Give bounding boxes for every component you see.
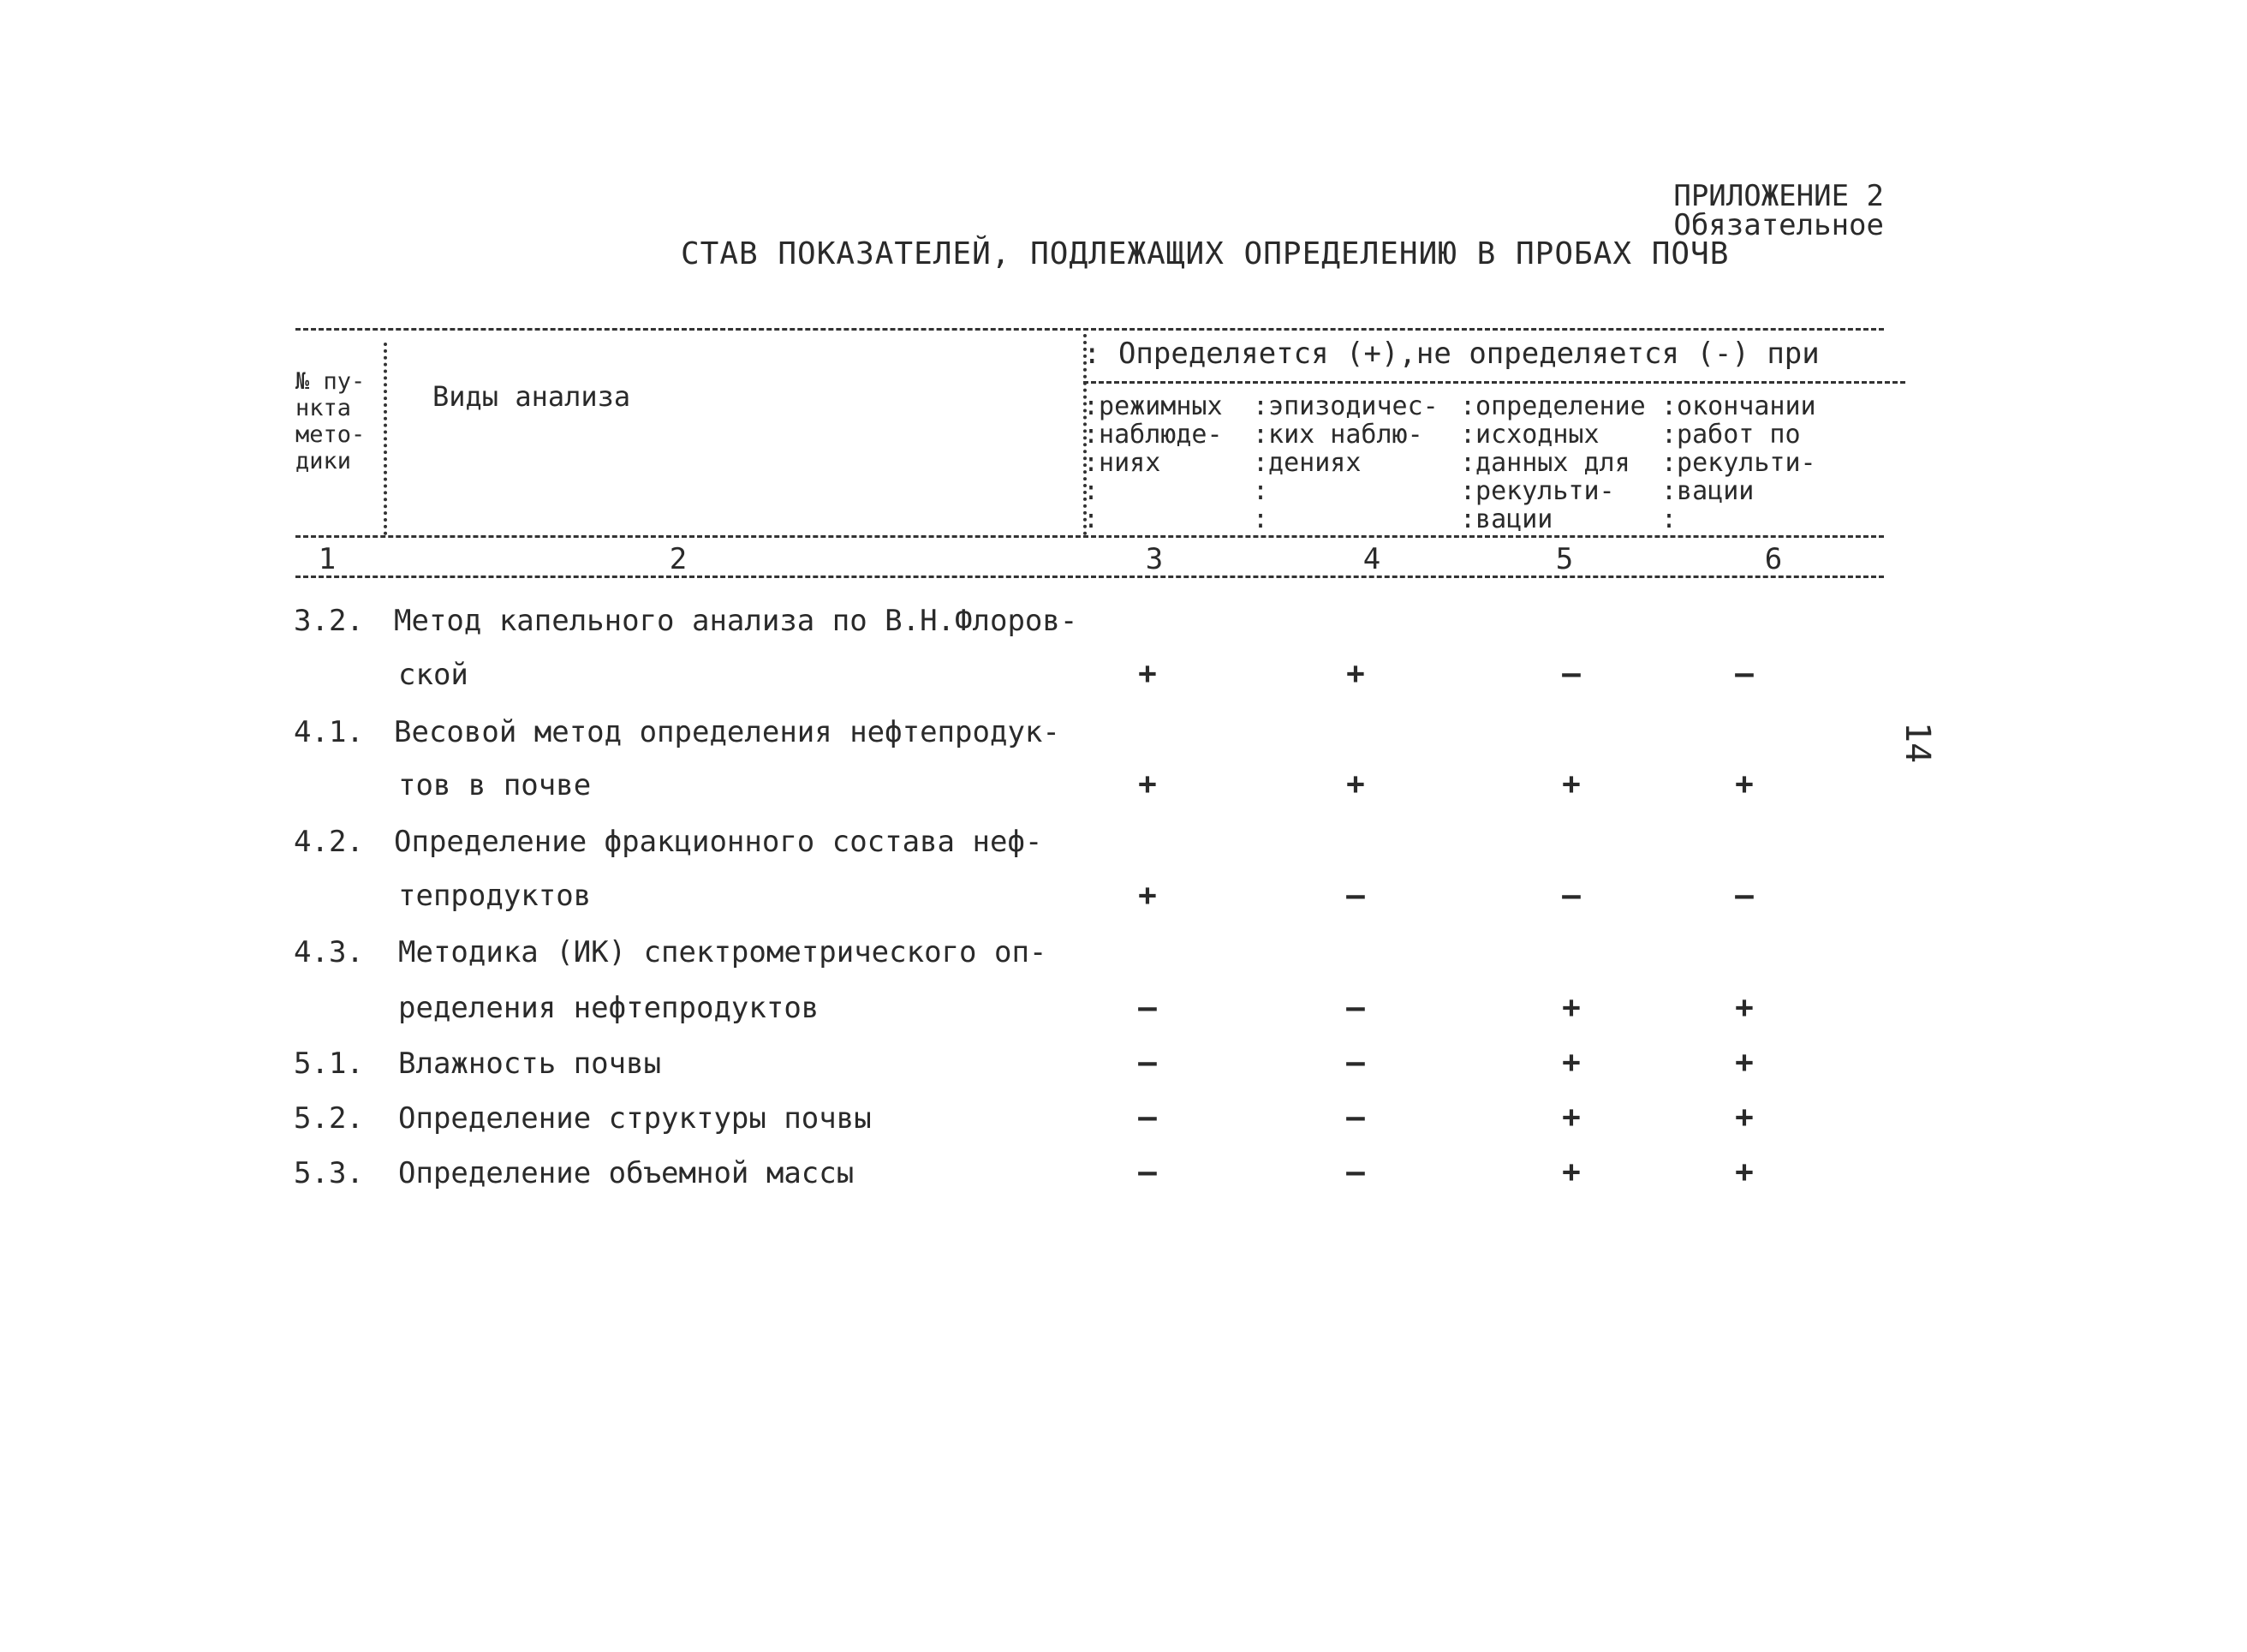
column-separator-1 xyxy=(384,343,387,535)
table-cell-mark: – xyxy=(1735,656,1754,691)
table-row-number: 5.3. xyxy=(294,1156,364,1190)
header-analysis-type: Виды анализа xyxy=(432,380,631,413)
column-number-4: 4 xyxy=(1362,542,1381,576)
table-cell-mark: + xyxy=(1138,878,1157,913)
table-row-text: Весовой метод определения нефтепродук- xyxy=(394,715,1060,749)
table-cell-mark: + xyxy=(1562,1100,1581,1135)
table-row-text: Влажность почвы xyxy=(398,1047,662,1081)
table-cell-mark: – xyxy=(1346,1045,1365,1080)
header-group-determined: : Определяется (+),не определяется (-) при xyxy=(1083,337,1820,371)
header-completion: :окончании :работ по :рекульти- :вации : xyxy=(1661,391,1816,534)
table-cell-mark: + xyxy=(1735,1045,1754,1080)
header-episodic-observations: :эпизодичес- :ких наблю- :дениях : : xyxy=(1253,391,1439,534)
table-row-text: Определение структуры почвы xyxy=(398,1101,872,1136)
table-row-text: ределения нефтепродуктов xyxy=(398,991,820,1025)
table-row-number: 5.2. xyxy=(294,1101,364,1136)
column-number-1: 1 xyxy=(318,542,337,576)
table-cell-mark: + xyxy=(1735,990,1754,1025)
table-cell-mark: – xyxy=(1138,1100,1157,1135)
table-row-number: 3.2. xyxy=(294,604,364,638)
table-cell-mark: – xyxy=(1346,990,1365,1025)
header-regime-observations: :режимных :наблюде- :ниях : : xyxy=(1083,391,1223,534)
table-cell-mark: – xyxy=(1138,990,1157,1025)
group-header-rule xyxy=(1083,381,1905,384)
document-title: СТАВ ПОКАЗАТЕЛЕЙ, ПОДЛЕЖАЩИХ ОПРЕДЕЛЕНИЮ В ПРОБАХ ПОЧВ xyxy=(681,236,1730,271)
page-number: 14 xyxy=(1898,722,1937,764)
table-cell-mark: + xyxy=(1735,766,1754,802)
table-cell-mark: + xyxy=(1562,1154,1581,1190)
table-cell-mark: + xyxy=(1562,1045,1581,1080)
appendix-block xyxy=(1661,179,1884,242)
table-cell-mark: + xyxy=(1735,1100,1754,1135)
table-cell-mark: – xyxy=(1138,1045,1157,1080)
table-row-text: Определение объемной массы xyxy=(398,1156,855,1190)
header-item-number: № пу- нкта мето- дики xyxy=(295,368,366,474)
appendix-label: ПРИЛОЖЕНИЕ 2 xyxy=(1673,179,1884,213)
table-row-text: тепродуктов xyxy=(398,879,592,913)
table-cell-mark: – xyxy=(1735,878,1754,913)
table-row-number: 4.1. xyxy=(294,715,364,749)
column-number-5: 5 xyxy=(1555,542,1574,576)
appendix-status: Обязательное xyxy=(1673,208,1884,242)
table-row-text: тов в почве xyxy=(398,768,592,802)
table-cell-mark: + xyxy=(1562,990,1581,1025)
table-cell-mark: – xyxy=(1346,1154,1365,1190)
column-numbers-rule xyxy=(295,576,1884,578)
table-row-text: Методика (ИК) спектрометрического оп- xyxy=(398,935,1047,969)
column-number-3: 3 xyxy=(1145,542,1164,576)
column-number-2: 2 xyxy=(669,542,688,576)
table-cell-mark: – xyxy=(1346,878,1365,913)
table-cell-mark: + xyxy=(1735,1154,1754,1190)
table-cell-mark: + xyxy=(1138,656,1157,691)
table-row-number: 5.1. xyxy=(294,1047,364,1081)
table-row-text: Метод капельного анализа по В.Н.Флоров- xyxy=(394,604,1078,638)
table-row-text: ской xyxy=(398,658,468,692)
table-cell-mark: + xyxy=(1138,766,1157,802)
column-number-6: 6 xyxy=(1764,542,1783,576)
table-row-text: Определение фракционного состава неф- xyxy=(394,825,1043,859)
table-cell-mark: – xyxy=(1346,1100,1365,1135)
header-initial-data: :определение :исходных :данных для :рекульти- :вации xyxy=(1460,391,1646,534)
table-row-number: 4.3. xyxy=(294,935,364,969)
table-cell-mark: – xyxy=(1562,878,1581,913)
table-cell-mark: + xyxy=(1562,766,1581,802)
table-row-number: 4.2. xyxy=(294,825,364,859)
table-cell-mark: – xyxy=(1562,656,1581,691)
table-top-rule xyxy=(295,328,1884,331)
header-bottom-rule xyxy=(295,535,1884,538)
table-cell-mark: – xyxy=(1138,1154,1157,1190)
table-cell-mark: + xyxy=(1346,766,1365,802)
table-cell-mark: + xyxy=(1346,656,1365,691)
